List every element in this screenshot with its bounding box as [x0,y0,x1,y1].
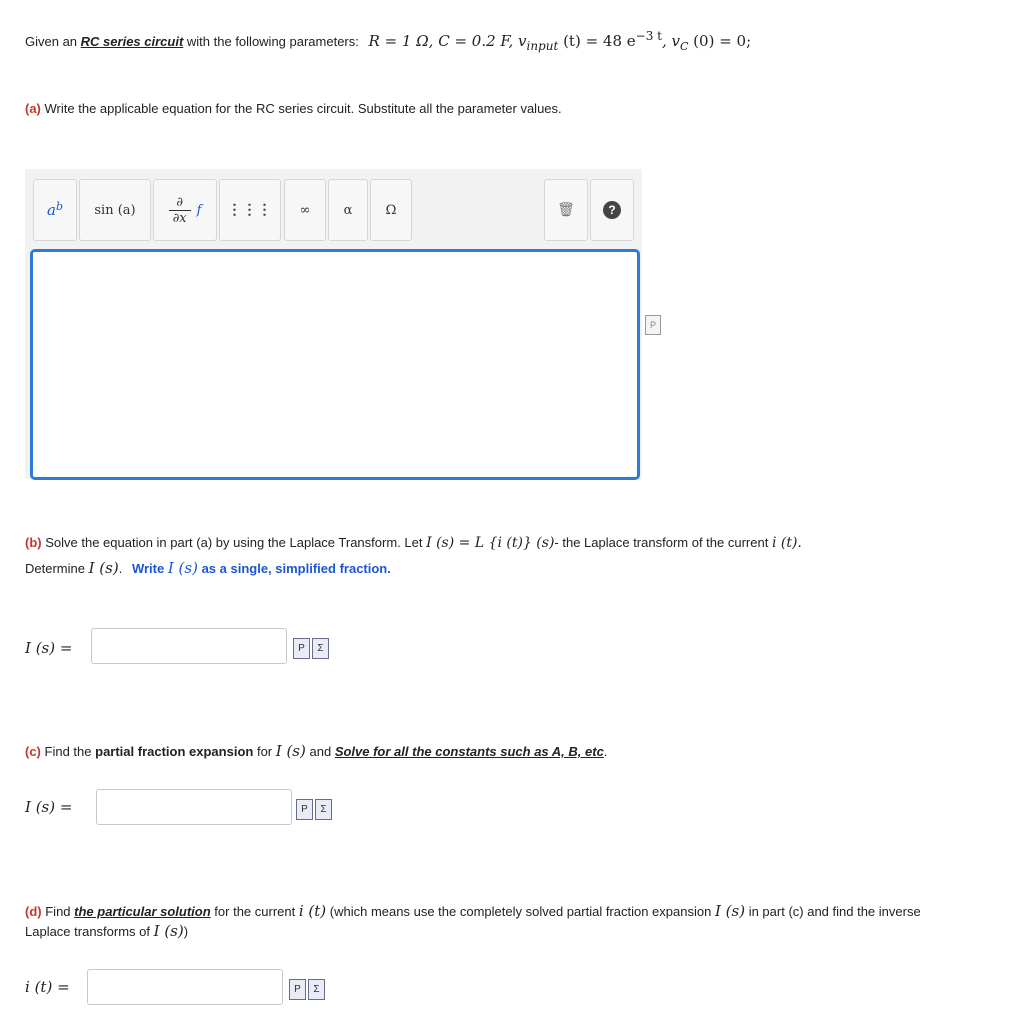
trash-button[interactable] [544,179,588,241]
part-d-text4: in part (c) and find the inverse [748,904,921,919]
answer-c-input[interactable] [96,789,292,825]
current-symbol: i (t). [771,535,802,551]
answer-c-label: I (s) = [25,798,73,816]
vc-subscript: C [679,40,689,53]
particular-solution-instruction: the particular solution [74,904,211,919]
answer-b-input[interactable] [91,628,287,664]
part-a-label: (a) [25,101,41,116]
answer-d-label: i (t) = [25,978,70,996]
part-d-text1: Find [45,904,71,919]
help-icon: ? [603,201,621,219]
part-d-prompt [25,902,921,920]
laplace-definition: I (s) = L {i (t)} (s) [426,535,555,551]
is-blue-symbol: I (s) [167,559,198,577]
omega-symbol: Ω [385,202,397,218]
derivative-f: f [196,202,202,218]
part-c-prompt [25,742,607,760]
intro-text: Given an [25,34,78,49]
period: . [118,561,123,576]
partial-fraction-bold: partial fraction expansion [95,744,254,759]
matrix-icon: ⋮⋮⋮ [227,202,273,218]
part-c-text1: Find the [44,744,92,759]
vinput-subscript: input [526,39,559,53]
circuit-params: R = 1 Ω, C = 0.2 F, v [368,32,527,50]
preview-icon[interactable]: P [645,315,661,335]
intro-suffix: with the following parameters: [186,34,359,49]
preview-icon[interactable]: P [296,799,313,820]
period-c: . [603,744,608,759]
help-button[interactable] [590,179,634,241]
partial-symbol: ∂ [176,194,183,210]
exponent: −3 t [635,29,662,43]
part-c-text3: and [309,744,332,759]
part-a-text: Write the applicable equation for the RC series circuit. Substitute all the parameter values. [44,101,562,116]
symbolic-format-icon[interactable]: Σ [312,638,329,659]
is-symbol-c: I (s) [275,742,306,760]
is-symbol: I (s) [88,559,119,577]
answer-b-label: I (s) = [25,639,73,657]
sin-label: sin (a) [94,202,136,218]
part-c-label: (c) [25,744,41,759]
part-d-text2: for the current [214,904,296,919]
partial-x: ∂x [172,210,187,226]
part-d-text3: (which means use the completely solved partial fraction expansion [329,904,712,919]
part-b-prompt [25,535,802,551]
vc-symbol: , v [661,32,680,50]
vinput-equation: (t) = 48 e [558,32,636,50]
it-symbol: i (t) [298,902,327,920]
preview-icon[interactable]: P [289,979,306,1000]
symbolic-format-icon[interactable]: Σ [315,799,332,820]
part-c-text2: for [256,744,273,759]
is-symbol-d2: I (s) [153,922,184,940]
solve-constants-instruction: Solve for all the constants such as A, B, etc [334,744,604,759]
vc-initial: (0) = 0; [688,32,752,50]
part-a-prompt [25,101,562,116]
part-d-text5: Laplace transforms of [25,924,151,939]
sin-button[interactable] [79,179,151,241]
math-answer-editor[interactable] [30,249,640,480]
part-d-label: (d) [25,904,42,919]
is-symbol-d: I (s) [714,902,746,920]
alpha-symbol: α [343,202,353,218]
part-b-text2: - the Laplace transform of the current [554,535,769,550]
rc-circuit-link[interactable]: RC series circuit [80,34,184,49]
part-d-prompt-line2 [25,922,188,940]
problem-statement [25,29,751,53]
infinity-button[interactable] [284,179,326,241]
fraction-instruction: as a single, simplified fraction. [201,561,391,576]
answer-c-tools [296,799,332,820]
omega-button[interactable] [370,179,412,241]
matrix-button[interactable] [219,179,281,241]
infinity-symbol: ∞ [299,202,311,218]
answer-d-input[interactable] [87,969,283,1005]
answer-b-tools [293,638,329,659]
symbolic-format-icon[interactable]: Σ [308,979,325,1000]
alpha-button[interactable] [328,179,368,241]
preview-icon[interactable]: P [293,638,310,659]
part-b-label: (b) [25,535,42,550]
partial-derivative-button[interactable] [153,179,217,241]
power-button[interactable]: a $^b$ [33,179,77,241]
determine-text: Determine [25,561,85,576]
trash-icon: 🗑 [557,202,575,218]
part-b-prompt-line2 [25,559,391,577]
closing-paren: ) [183,924,189,939]
answer-d-tools [289,979,325,1000]
write-instruction: Write [131,561,165,576]
part-b-text1: Solve the equation in part (a) by using the Laplace Transform. Let [45,535,423,550]
